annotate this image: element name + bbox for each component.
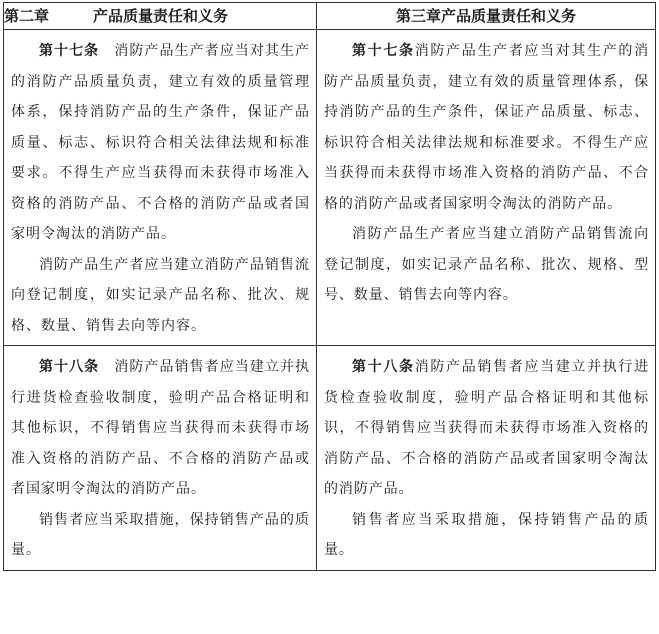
right-cell (317, 346, 656, 571)
article-number: 第十七条 (352, 43, 415, 59)
paragraph-text: 消防产品生产者应当对其生产的消防产品质量负责，建立有效的质量管理体系，保持消防产品的生产条件，保证产品质量、标志、标识符合相关法律法规和标准要求。不得生产应当获得而未获得市场准入资格的消防产品、不合格的消防产品或者国家明令淘汰的消防产品。 (324, 43, 649, 212)
paragraph-text: 消防产品生产者应当建立消防产品销售流向登记制度，如实记录产品名称、批次、规格、数量、销售去向等内容。 (11, 256, 310, 334)
article-text (317, 346, 655, 570)
left-cell (4, 346, 317, 571)
article-number: 第十七条 (39, 43, 100, 59)
paragraph (324, 219, 649, 311)
paragraph (324, 352, 649, 505)
left-header (4, 3, 317, 30)
comparison-table (3, 2, 656, 571)
paragraph (324, 36, 649, 219)
paragraph (11, 36, 310, 250)
paragraph-text: 消防产品生产者应当对其生产的消防产品质量负责，建立有效的质量管理体系，保持消防产品的生产条件，保证产品质量、标志、标识符合相关法律法规和标准要求。不得生产应当获得而未获得市场准入资格的消防产品、不合格的消防产品或者国家明令淘汰的消防产品。 (11, 43, 311, 242)
left-chapter-title: 产品质量责任和义务 (93, 7, 229, 25)
article-text (317, 30, 655, 315)
left-chapter-number: 第二章 (4, 7, 50, 25)
article-number: 第十八条 (39, 359, 100, 375)
header-row (4, 3, 656, 30)
right-cell (317, 30, 656, 346)
paragraph-text: 消防产品生产者应当建立消防产品销售流向登记制度，如实记录产品名称、批次、规格、型号、数量、销售去向等内容。 (324, 226, 649, 303)
article-text (4, 30, 316, 345)
paragraph (324, 505, 649, 566)
paragraph-text: 销售者应当采取措施，保持销售产品的质量。 (11, 511, 310, 558)
table-row (4, 346, 656, 571)
paragraph-text: 消防产品销售者应当建立并执行进货检查验收制度，验明产品合格证明和其他标识，不得销售应当获得而未获得市场准入资格的消防产品、不合格的消防产品或者国家明令淘汰的消防产品。 (324, 359, 649, 497)
right-chapter-title: 第三章产品质量责任和义务 (395, 7, 576, 25)
table-row (4, 30, 656, 346)
article-text (4, 346, 316, 570)
paragraph-text: 消防产品销售者应当建立并执行进货检查验收制度，验明产品合格证明和其他标识，不得销售应当获得而未获得市场准入资格的消防产品、不合格的消防产品或者国家明令淘汰的消防产品。 (11, 359, 311, 497)
article-number: 第十八条 (352, 359, 415, 375)
right-header (317, 3, 656, 30)
paragraph (11, 250, 310, 342)
left-cell (4, 30, 317, 346)
paragraph (11, 352, 310, 505)
paragraph (11, 505, 310, 566)
paragraph-text: 销售者应当采取措施，保持销售产品的质量。 (324, 511, 649, 558)
